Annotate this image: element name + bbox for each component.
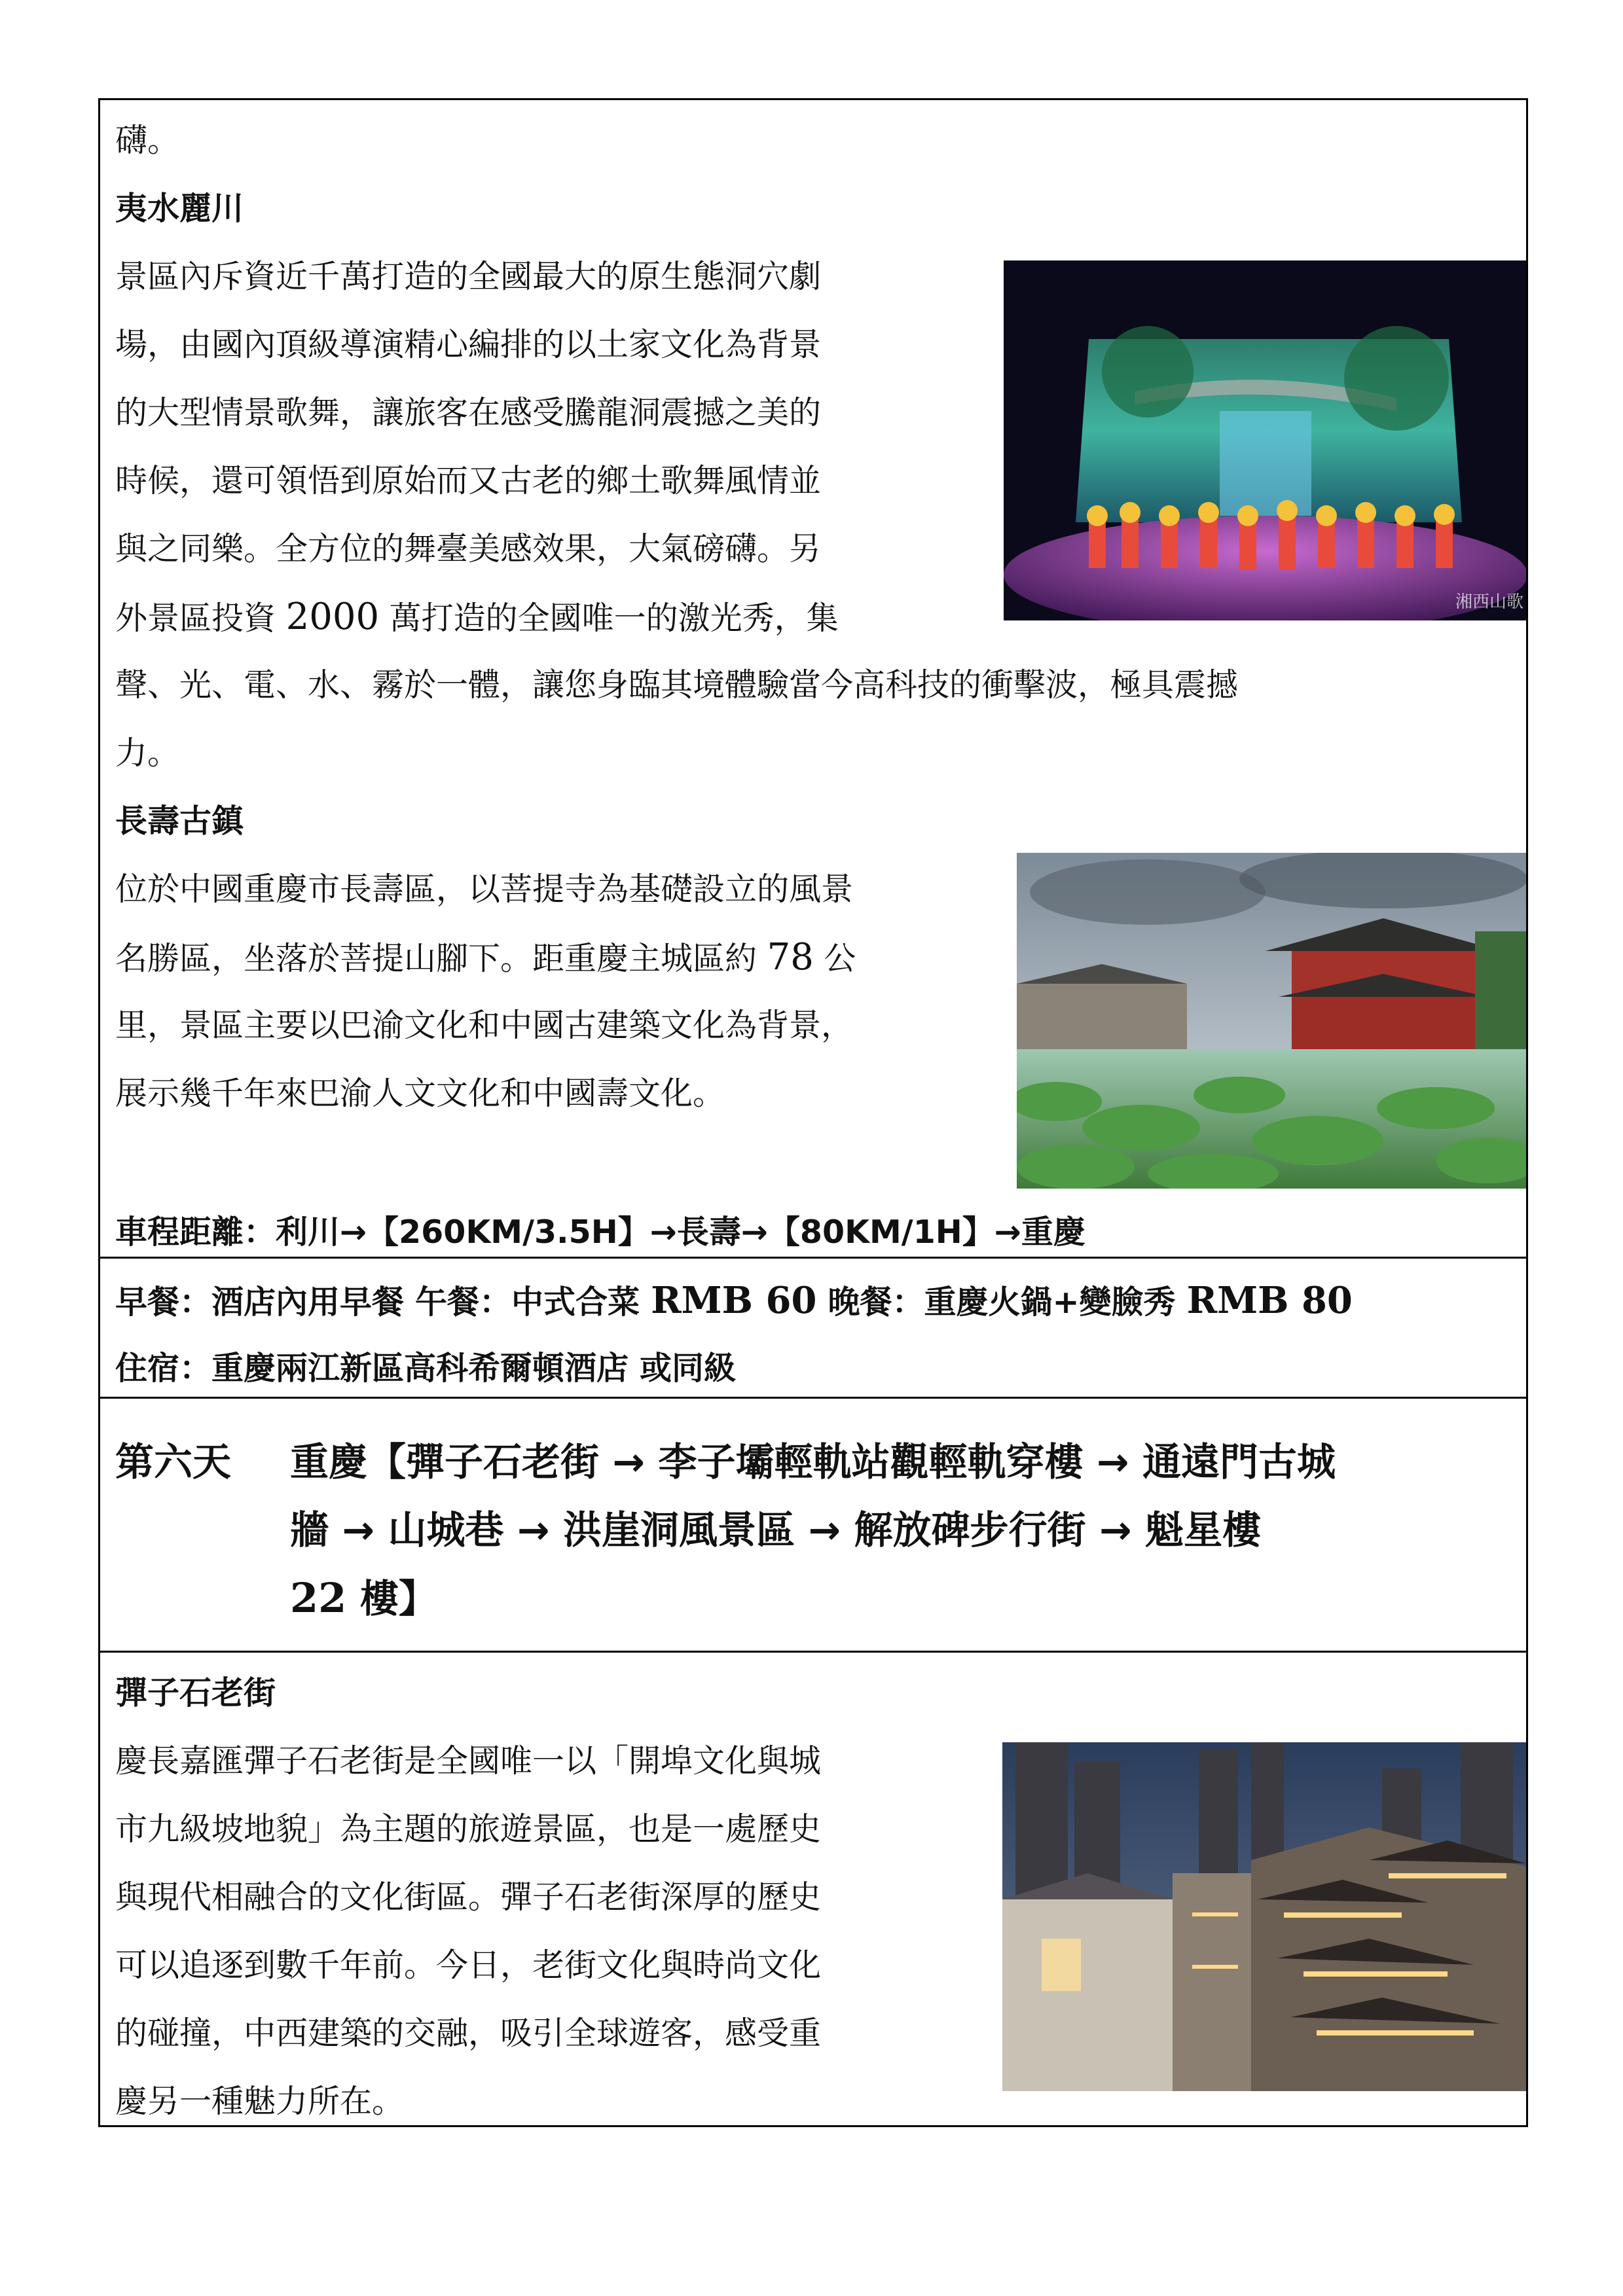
body-line: 可以追逐到數千年前。今日，老街文化與時尚文化 bbox=[115, 1946, 822, 1984]
cave-theatre-photo bbox=[1004, 260, 1526, 620]
row-divider bbox=[98, 1651, 1528, 1653]
body-line: 慶另一種魅力所在。 bbox=[115, 2083, 405, 2120]
body-line: 聲、光、電、水、霧於一體，讓您身臨其境體驗當今高科技的衝擊波，極具震撼 bbox=[115, 666, 1239, 704]
carry-over-text: 礴。 bbox=[115, 122, 180, 159]
route-distance: 車程距離：利川→【260KM/3.5H】→長壽→【80KM/1H】→重慶 bbox=[115, 1213, 1085, 1251]
body-line: 名勝區，坐落於菩提山腳下。距重慶主城區約 78 公 bbox=[115, 936, 856, 978]
body-line: 市九級坡地貌」為主題的旅遊景區，也是一處歷史 bbox=[115, 1810, 822, 1848]
ancient-town-photo bbox=[1017, 853, 1526, 1189]
day-route-line: 22 樓】 bbox=[290, 1574, 437, 1622]
body-line: 位於中國重慶市長壽區，以菩提寺為基礎設立的風景 bbox=[115, 870, 854, 908]
body-line: 與之同樂。全方位的舞臺美感效果，大氣磅礴。另 bbox=[115, 530, 822, 567]
section-title-changshou: 長壽古鎮 bbox=[115, 802, 244, 840]
body-line: 外景區投資 2000 萬打造的全國唯一的激光秀，集 bbox=[115, 596, 839, 638]
section-title-danzishi: 彈子石老街 bbox=[115, 1674, 276, 1712]
body-line: 里，景區主要以巴渝文化和中國古建築文化為背景， bbox=[115, 1007, 854, 1044]
body-line: 時候，還可領悟到原始而又古老的鄉土歌舞風情並 bbox=[115, 462, 822, 499]
day-route-line: 重慶【彈子石老街 → 李子壩輕軌站觀輕軌穿樓 → 通遠門古城 bbox=[290, 1439, 1336, 1484]
row-divider bbox=[98, 1257, 1528, 1259]
section-title-yishui: 夷水麗川 bbox=[115, 190, 244, 227]
day-label: 第六天 bbox=[115, 1439, 232, 1484]
row-divider bbox=[98, 1397, 1528, 1399]
old-street-photo bbox=[1002, 1742, 1526, 2091]
lodging-line: 住宿：重慶兩江新區高科希爾頓酒店 或同級 bbox=[115, 1350, 737, 1387]
svg-text:湘西山歌: 湘西山歌 bbox=[1455, 592, 1524, 612]
body-line: 與現代相融合的文化街區。彈子石老街深厚的歷史 bbox=[115, 1878, 822, 1916]
day-route-line: 牆 → 山城巷 → 洪崖洞風景區 → 解放碑步行街 → 魁星樓 bbox=[290, 1507, 1262, 1552]
body-line: 景區內斥資近千萬打造的全國最大的原生態洞穴劇 bbox=[115, 258, 822, 295]
body-line: 慶長嘉匯彈子石老街是全國唯一以「開埠文化與城 bbox=[115, 1742, 822, 1780]
body-line: 的碰撞，中西建築的交融，吸引全球遊客，感受重 bbox=[115, 2015, 822, 2052]
body-line: 場，由國內頂級導演精心編排的以土家文化為背景 bbox=[115, 326, 822, 363]
body-line: 的大型情景歌舞，讓旅客在感受騰龍洞震撼之美的 bbox=[115, 394, 822, 431]
body-line: 力。 bbox=[115, 734, 180, 772]
body-line: 展示幾千年來巴渝人文文化和中國壽文化。 bbox=[115, 1075, 725, 1112]
meals-line: 早餐：酒店內用早餐 午餐：中式合菜 RMB 60 晚餐：重慶火鍋+變臉秀 RMB 80 bbox=[115, 1279, 1353, 1322]
